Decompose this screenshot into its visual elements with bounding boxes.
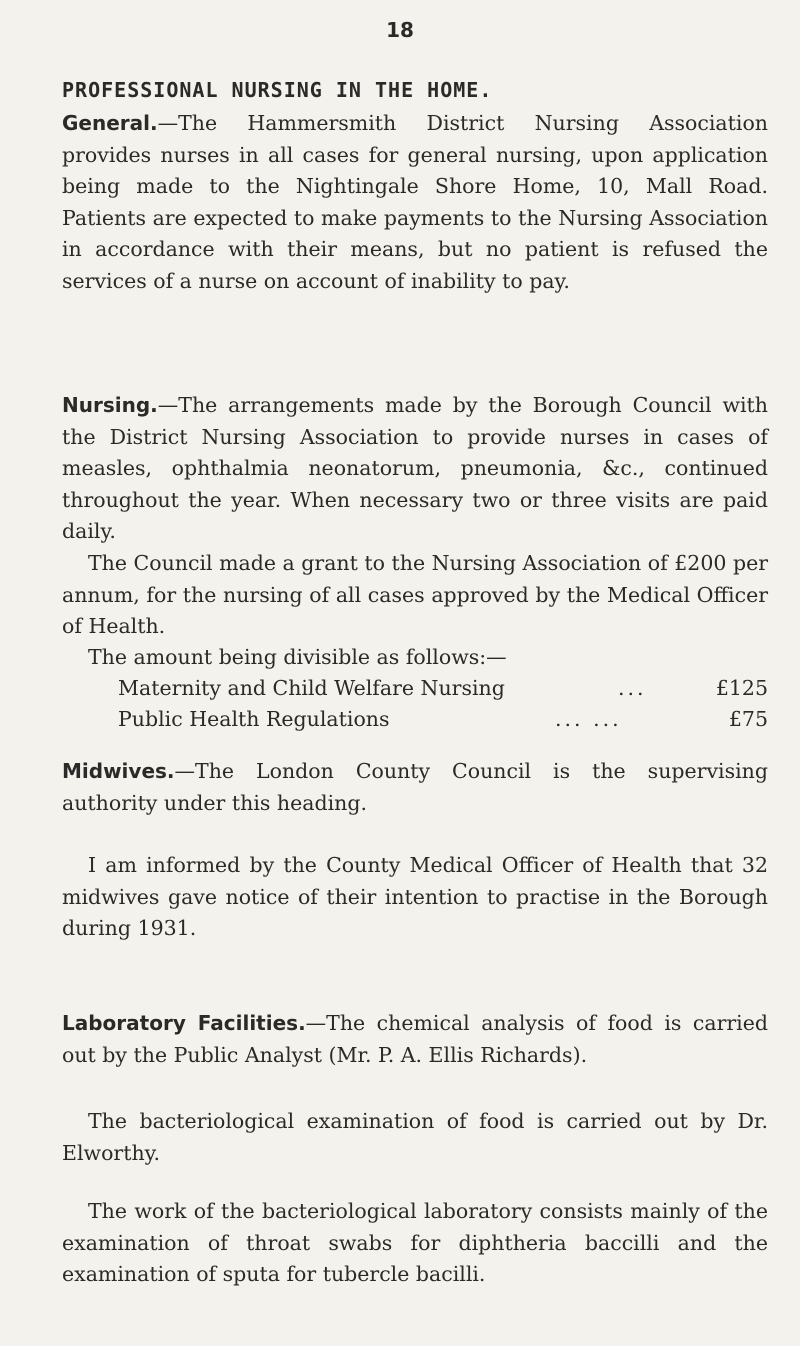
general-heading: General. [62,111,158,135]
midwives-paragraph [62,756,768,819]
allocation-dots: ... ... [555,707,622,731]
page-number: 18 [386,18,414,42]
allocation-row [118,704,768,735]
allocation-dots: ... [618,676,647,700]
midwives-heading: Midwives. [62,759,175,783]
allocation-amount: £75 [728,707,768,731]
laboratory-heading: Laboratory Facilities. [62,1011,306,1035]
nursing-paragraph [62,390,768,548]
nursing-heading: Nursing. [62,393,158,417]
bacteriological-paragraph: The bacteriological examination of food is carried out by Dr. Elworthy. [62,1109,768,1165]
page-title: PROFESSIONAL NURSING IN THE HOME. [62,78,493,102]
laboratory-work-paragraph: The work of the bacteriological laboratory consists mainly of the examination of throat swabs for diphtheria baccilli and the examination of sputa for tubercle bacilli. [62,1199,768,1286]
laboratory-text: —The chemical analysis of food is carried out by the Public Analyst (Mr. P. A. Ellis Richards). [62,1011,768,1067]
general-paragraph [62,108,768,297]
grant-paragraph: The Council made a grant to the Nursing Association of £200 per annum, for the nursing of all cases approved by the Medical Officer of Health. [62,551,768,638]
nursing-text: —The arrangements made by the Borough Council with the District Nursing Association to provide nurses in cases of measles, ophthalmia neonatorum, pneumonia, &c., continued throughout the year. When necessary two or three visits are paid daily. [62,393,768,543]
divisible-intro: The amount being divisible as follows:— [88,645,507,669]
laboratory-paragraph [62,1008,768,1071]
allocation-label: Maternity and Child Welfare Nursing [118,676,505,700]
midwives-text: —The London County Council is the supervising authority under this heading. [62,759,768,815]
allocation-label: Public Health Regulations [118,707,390,731]
midwives-informed-paragraph: I am informed by the County Medical Officer of Health that 32 midwives gave notice of their intention to practise in the Borough during 1931. [62,853,768,940]
general-text: —The Hammersmith District Nursing Association provides nurses in all cases for general nursing, upon application being made to the Nightingale Shore Home, 10, Mall Road. Patients are expected to make payments to the Nursing Association in accordance with their means, but no patient is refused the services of a nurse on account of inability to pay. [62,111,768,293]
allocation-amount: £125 [715,676,768,700]
allocation-row [118,673,768,704]
